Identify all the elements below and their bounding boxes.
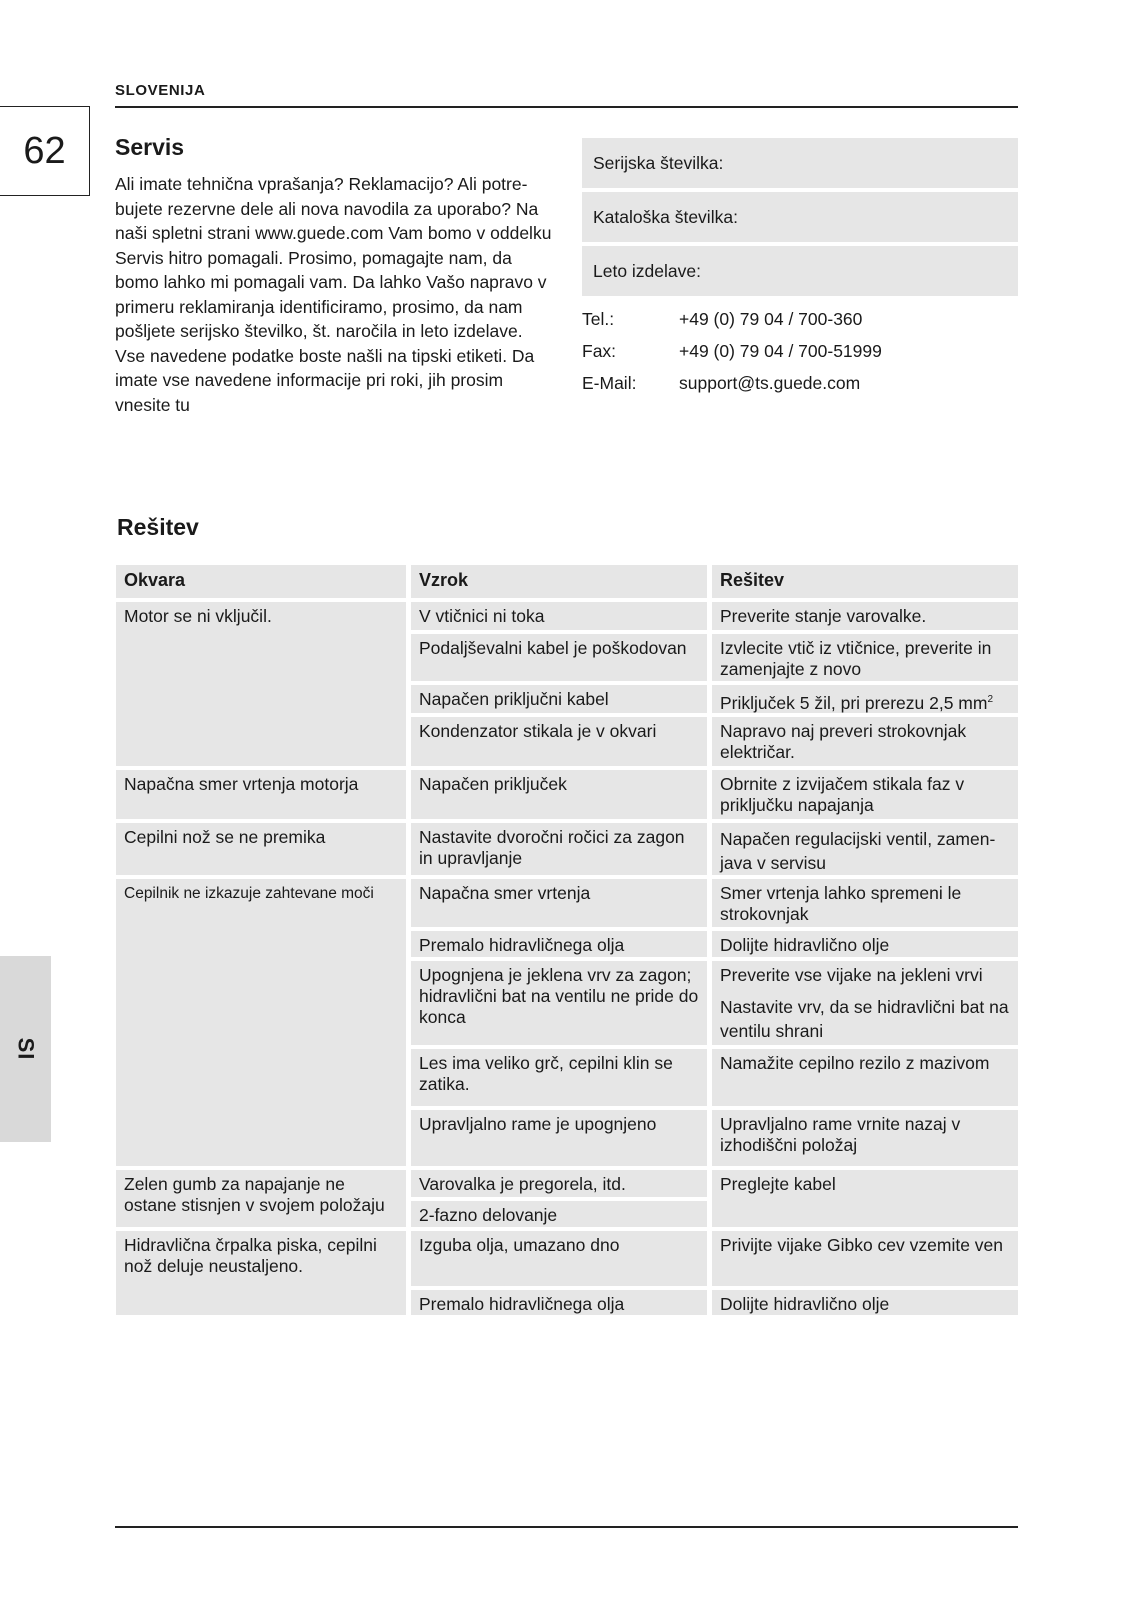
- okvara-cell: Cepilni nož se ne premika: [116, 823, 406, 875]
- vzrok-cell: Nastavite dvoročni ročici za zagon in upravljanje: [411, 823, 707, 875]
- contact-email-key: E-Mail:: [582, 373, 637, 393]
- contact-fax-value: +49 (0) 79 04 / 700-51999: [679, 341, 882, 361]
- contact-fax-key: Fax:: [582, 341, 617, 361]
- servis-title: Servis: [115, 134, 185, 160]
- contact-tel-key: Tel.:: [582, 309, 615, 329]
- resitev-cell: [712, 685, 1018, 713]
- contact-tel-value: +49 (0) 79 04 / 700-360: [679, 309, 863, 329]
- vzrok-cell: Kondenzator stikala je v okvari: [411, 717, 707, 766]
- section-label: SLOVENIJA: [115, 82, 206, 99]
- column-header-resitev: Rešitev: [712, 565, 1018, 598]
- top-rule: [115, 106, 1018, 108]
- resitev-cell: Napravo naj preveri strokovnjak električar.: [712, 717, 1018, 766]
- resitev-cell: Smer vrtenja lahko spremeni le strokovnjak: [712, 879, 1018, 927]
- vzrok-cell: Napačen priključni kabel: [411, 685, 707, 713]
- column-header-vzrok: Vzrok: [411, 565, 707, 598]
- vzrok-cell: Izguba olja, umazano dno: [411, 1231, 707, 1286]
- resitev-cell: Namažite cepilno rezilo z mazivom: [712, 1049, 1018, 1106]
- superscript: 2: [987, 694, 994, 705]
- okvara-cell: Zelen gumb za napajanje ne ostane stisnjen v svojem položaju: [116, 1170, 406, 1227]
- resitev-cell: Izvlecite vtič iz vtičnice, preverite in zamenjajte z novo: [712, 634, 1018, 681]
- vzrok-cell: Napačna smer vrtenja: [411, 879, 707, 927]
- resitev-cell-line: Nastavite vrv, da se hidravlični bat na ventilu shrani: [720, 997, 1009, 1041]
- okvara-cell: Cepilnik ne izkazuje zahtevane moči: [116, 879, 406, 1166]
- column-header-okvara: Okvara: [116, 565, 406, 598]
- language-tab: [0, 956, 51, 1142]
- okvara-cell: Motor se ni vključil.: [116, 602, 406, 766]
- vzrok-cell: Premalo hidravličnega olja: [411, 1290, 707, 1315]
- language-tab-label: SI: [13, 1037, 39, 1061]
- resitev-cell: Upravljalno rame vrnite nazaj v izhodiščni položaj: [712, 1110, 1018, 1166]
- page-number: 62: [0, 106, 90, 196]
- vzrok-cell: Upognjena je jeklena vrv za zagon; hidravlični bat na ventilu ne pride do konca: [411, 961, 707, 1045]
- serial-number-label: Serijska številka:: [593, 152, 724, 173]
- vzrok-cell: Napačen priključek: [411, 770, 707, 819]
- resitev-cell: Dolijte hidravlično olje: [712, 1290, 1018, 1315]
- contact-fax: [582, 341, 1018, 373]
- vzrok-cell: 2-fazno delovanje: [411, 1201, 707, 1227]
- production-year-field: [582, 246, 1018, 296]
- production-year-label: Leto izdelave:: [593, 260, 701, 281]
- bottom-rule: [115, 1526, 1018, 1528]
- contact-tel: [582, 309, 1018, 341]
- catalog-number-label: Kataloška številka:: [593, 206, 738, 227]
- resitev-cell: Privijte vijake Gibko cev vzemite ven: [712, 1231, 1018, 1286]
- resitev-cell-line: Preverite vse vijake na jekleni vrvi: [720, 965, 983, 985]
- resitev-cell: Preglejte kabel: [712, 1170, 1018, 1227]
- vzrok-cell: Les ima veliko grč, cepilni klin se zatika.: [411, 1049, 707, 1106]
- vzrok-cell: Varovalka je pregorela, itd.: [411, 1170, 707, 1197]
- catalog-number-field: [582, 192, 1018, 242]
- serial-number-field: [582, 138, 1018, 188]
- okvara-cell: Hidravlična črpalka piska, cepilni nož deluje neustaljeno.: [116, 1231, 406, 1315]
- contact-email: [582, 373, 1018, 405]
- vzrok-cell: Premalo hidravličnega olja: [411, 931, 707, 957]
- servis-text: Ali imate tehnična vprašanja? Reklamacijo? Ali potre-bujete rezervne dele ali nova navodila za uporabo? Na naši spletni strani www.guede.com Vam bomo v oddelku Servis hitro pomagali. Prosimo, pomagajte nam, da bomo lahko mi pomagali vam. Da lahko Vašo napravo v primeru reklamiranja identificiramo, prosimo, da nam pošljete serijsko številko, št. naročila in leto izdelave. Vse navedene podatke boste našli na tipski etiketi. Da imate vse navedene informacije pri roki, jih prosim vnesite tu: [115, 174, 552, 415]
- resitev-title: Rešitev: [117, 514, 199, 540]
- okvara-cell: Napačna smer vrtenja motorja: [116, 770, 406, 819]
- contact-email-value: support@ts.guede.com: [679, 373, 861, 393]
- resitev-cell: Napačen regulacijski ventil, zamen-java v servisu: [712, 823, 1018, 875]
- resitev-cell: Obrnite z izvijačem stikala faz v priključku napajanja: [712, 770, 1018, 819]
- vzrok-cell: Podaljševalni kabel je poškodovan: [411, 634, 707, 681]
- resitev-cell: Preverite stanje varovalke.: [712, 602, 1018, 630]
- vzrok-cell: Upravljalno rame je upognjeno: [411, 1110, 707, 1166]
- resitev-cell: Dolijte hidravlično olje: [712, 931, 1018, 957]
- resitev-cell-text: Priključek 5 žil, pri prerezu 2,5 mm: [720, 692, 988, 713]
- vzrok-cell: V vtičnici ni toka: [411, 602, 707, 630]
- resitev-cell: [712, 961, 1018, 1045]
